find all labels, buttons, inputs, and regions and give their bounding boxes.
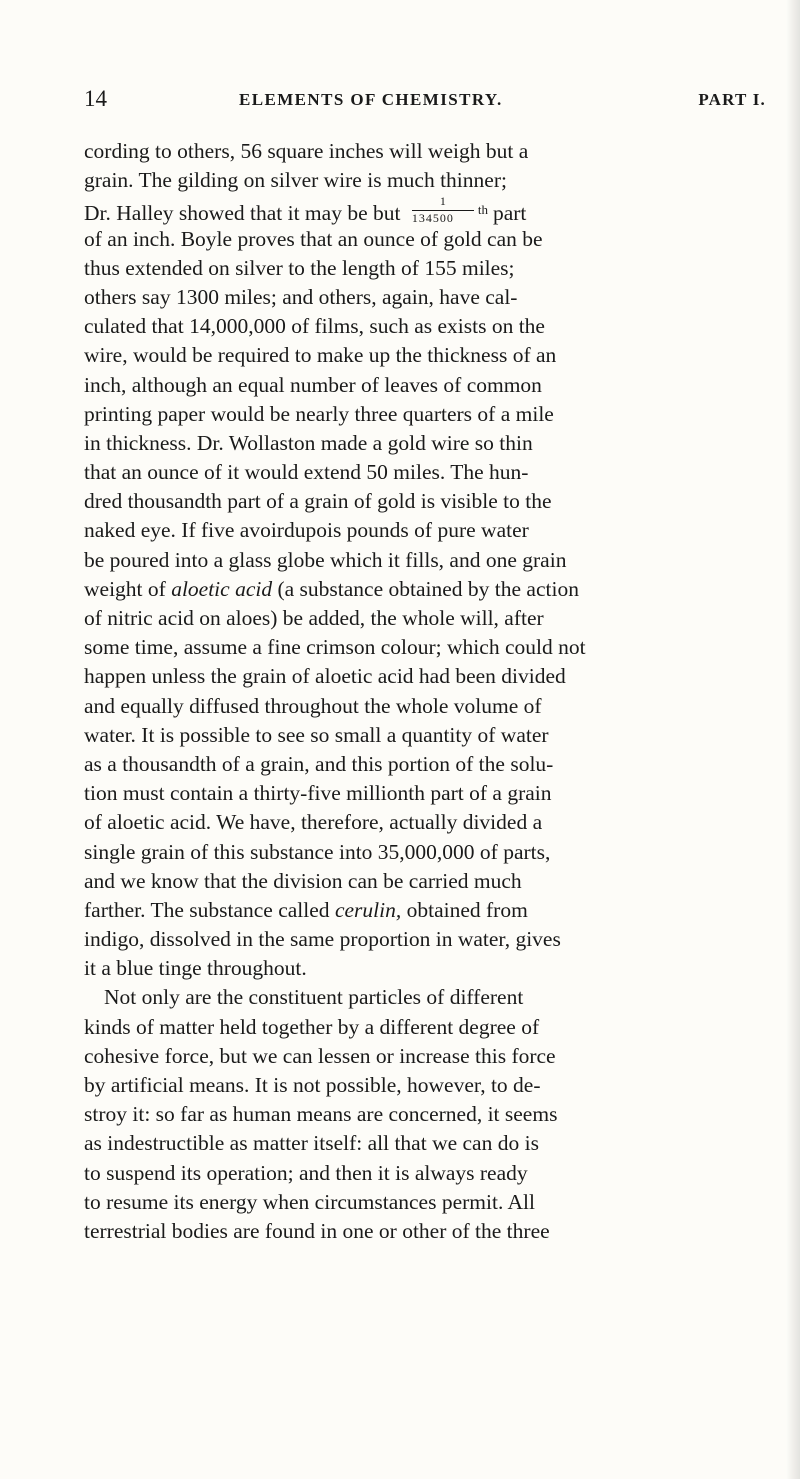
page-edge-shadow xyxy=(786,0,800,1479)
fraction xyxy=(410,194,476,226)
part-label: PART I. xyxy=(698,90,766,109)
body-text xyxy=(84,137,784,1246)
text-line: kinds of matter held together by a different degree of xyxy=(84,1014,540,1039)
text-segment: farther. The substance called xyxy=(84,897,330,922)
text-line: stroy it: so far as human means are concerned, it seems xyxy=(84,1102,558,1127)
text-line: of nitric acid on aloes) be added, the whole will, after xyxy=(84,606,544,630)
text-line-with-fraction xyxy=(84,195,784,224)
paragraph-start-line: Not only are the constituent particles of different xyxy=(104,985,524,1010)
text-line: in thickness. Dr. Wollaston made a gold wire so thin xyxy=(84,430,533,455)
text-line: others say 1300 miles; and others, again, have cal- xyxy=(84,284,518,309)
text-line: indigo, dissolved in the same proportion in water, gives xyxy=(84,927,561,952)
text-line: grain. The gilding on silver wire is much thinner; xyxy=(84,168,507,193)
text-line: terrestrial bodies are found in one or other of the three xyxy=(84,1218,550,1243)
text-segment: (a substance obtained by the action xyxy=(277,576,579,601)
text-line: to resume its energy when circumstances permit. All xyxy=(84,1189,535,1214)
running-header xyxy=(84,86,766,116)
italic-term: cerulin, xyxy=(334,897,402,922)
text-line: naked eye. If five avoirdupois pounds of pure water xyxy=(84,518,529,543)
text-segment: part xyxy=(492,201,527,226)
ordinal-suffix: th xyxy=(477,202,488,218)
text-line: cohesive force, but we can lessen or increase this force xyxy=(84,1043,556,1068)
text-segment: Dr. Halley showed that it may be but xyxy=(84,201,401,226)
text-line-with-italic xyxy=(84,896,784,925)
text-line: happen unless the grain of aloetic acid had been divided xyxy=(84,664,566,689)
text-line: to suspend its operation; and then it is always ready xyxy=(84,1160,528,1185)
text-line: dred thousandth part of a grain of gold is visible to the xyxy=(84,489,552,514)
text-line: some time, assume a fine crimson colour; which could not xyxy=(84,635,586,660)
text-segment: obtained from xyxy=(406,897,528,922)
text-line: tion must contain a thirty-five millionth part of a grain xyxy=(84,781,552,806)
running-title: ELEMENTS OF CHEMISTRY. xyxy=(239,90,503,109)
fraction-numerator: 1 xyxy=(439,194,446,209)
text-line: that an ounce of it would extend 50 miles. The hun- xyxy=(84,460,529,485)
text-line: printing paper would be nearly three quarters of a mile xyxy=(84,401,554,426)
text-line: wire, would be required to make up the thickness of an xyxy=(84,343,557,368)
text-line: cording to others, 56 square inches will weigh but a xyxy=(84,139,529,163)
text-line: of aloetic acid. We have, therefore, actually divided a xyxy=(84,810,543,835)
page-number: 14 xyxy=(84,86,107,111)
text-line: and we know that the division can be carried much xyxy=(84,868,522,893)
text-line: inch, although an equal number of leaves of common xyxy=(84,372,542,397)
text-line: culated that 14,000,000 of films, such as exists on the xyxy=(84,314,545,339)
text-line: and equally diffused throughout the whole volume of xyxy=(84,693,542,718)
italic-term: aloetic acid xyxy=(171,576,273,601)
text-line: thus extended on silver to the length of 155 miles; xyxy=(84,255,515,280)
text-line: water. It is possible to see so small a quantity of water xyxy=(84,722,549,747)
text-line: by artificial means. It is not possible, however, to de- xyxy=(84,1073,541,1097)
text-line: as a thousandth of a grain, and this portion of the solu- xyxy=(84,751,554,776)
text-line: be poured into a glass globe which it fills, and one grain xyxy=(84,547,567,572)
text-line: it a blue tinge throughout. xyxy=(84,956,307,981)
text-line-with-italic xyxy=(84,575,784,604)
fraction-denominator: 134500 xyxy=(411,211,454,226)
text-line: single grain of this substance into 35,000,000 of parts, xyxy=(84,839,551,864)
text-line: as indestructible as matter itself: all that we can do is xyxy=(84,1131,539,1156)
text-line: of an inch. Boyle proves that an ounce of gold can be xyxy=(84,226,543,251)
text-segment: weight of xyxy=(84,576,166,601)
